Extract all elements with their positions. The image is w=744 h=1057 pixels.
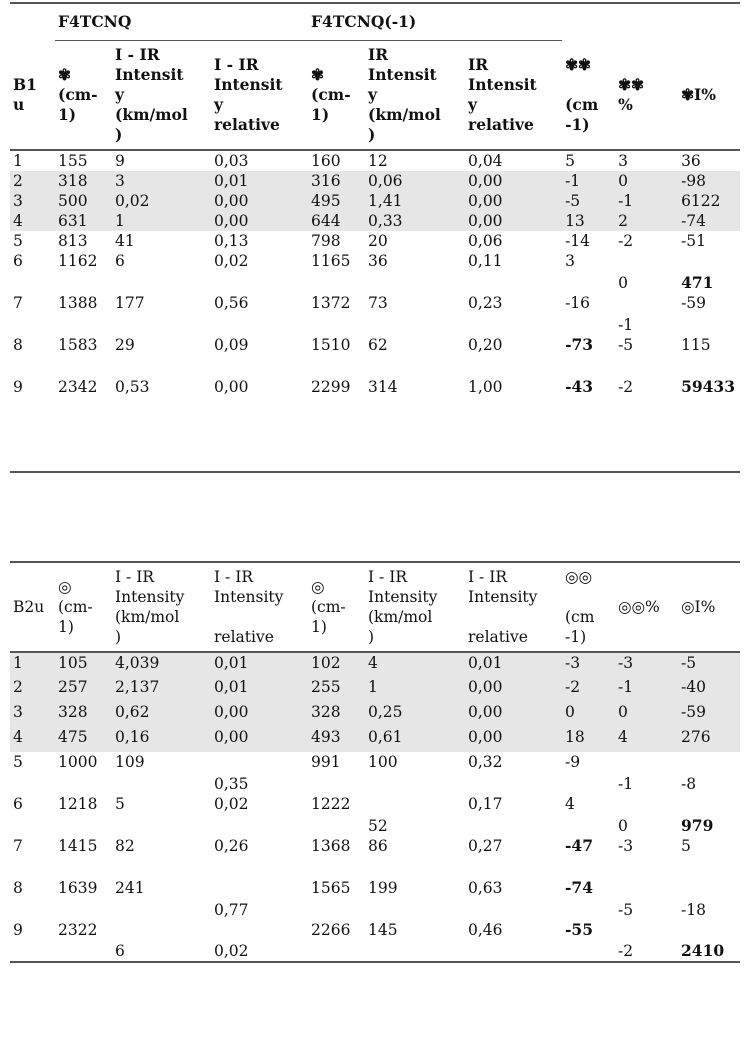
mode-number-cell: 2 [10, 677, 55, 702]
value-cell: 0,16 [112, 727, 211, 752]
table-row [10, 677, 740, 702]
value-cell: 1565 [311, 879, 351, 897]
value-cell: 3 [112, 171, 211, 191]
value-cell: 82 [115, 837, 135, 855]
value-cell: 73 [368, 294, 388, 312]
value-cell: 5 [115, 795, 125, 813]
value-cell: -51 [681, 232, 707, 250]
column-header: ◎◎% [615, 562, 678, 652]
value-cell: 257 [55, 677, 112, 702]
value-cell: 276 [678, 727, 740, 752]
table-row [10, 293, 740, 335]
value-cell: 1510 [311, 336, 351, 354]
value-cell: 1 [112, 211, 211, 231]
value-cell: -59 [681, 294, 707, 312]
value-cell: 6122 [678, 191, 740, 211]
table-row [10, 652, 740, 677]
mode-number-cell: 3 [10, 702, 55, 727]
value-cell: 5 [565, 152, 575, 170]
value-cell: 18 [562, 727, 615, 752]
column-header: B2u [10, 562, 55, 652]
value-cell: 255 [308, 677, 365, 702]
value-cell: 59433 [681, 377, 735, 396]
value-cell: 155 [58, 152, 88, 170]
value-cell: -9 [565, 753, 581, 771]
table-row [10, 251, 740, 293]
column-header: IR Intensit y (km/mol ) [365, 41, 465, 151]
value-cell: 0,35 [214, 775, 249, 793]
value-cell: 471 [681, 273, 714, 292]
value-cell: -73 [565, 335, 594, 354]
value-cell: 1,41 [365, 191, 465, 211]
value-cell: 2342 [58, 378, 98, 396]
value-cell: 0,02 [214, 252, 249, 270]
value-cell: 0,20 [468, 336, 503, 354]
value-cell: 2,137 [112, 677, 211, 702]
value-cell: -40 [678, 677, 740, 702]
column-header: ◎◎ (cm -1) [562, 562, 615, 652]
value-cell: 0,77 [214, 901, 249, 919]
value-cell: 0,01 [211, 677, 308, 702]
value-cell: 1 [365, 677, 465, 702]
column-header: B1 u [10, 41, 55, 151]
value-cell: 105 [55, 652, 112, 677]
value-cell: 500 [55, 191, 112, 211]
table-row [10, 191, 740, 211]
value-cell: -3 [615, 652, 678, 677]
value-cell: 241 [115, 879, 145, 897]
value-cell: -1 [618, 316, 634, 334]
mode-number-cell: 8 [13, 336, 23, 354]
value-cell: 0,63 [468, 879, 503, 897]
value-cell: -43 [565, 377, 594, 396]
value-cell: 115 [681, 336, 711, 354]
value-cell: -5 [618, 901, 634, 919]
value-cell: -3 [562, 652, 615, 677]
value-cell: 0,03 [214, 152, 249, 170]
value-cell: -2 [618, 942, 634, 960]
value-cell: 798 [311, 232, 341, 250]
value-cell: 0,17 [468, 795, 503, 813]
value-cell: 1583 [58, 336, 98, 354]
value-cell: 813 [58, 232, 88, 250]
value-cell: -2 [618, 378, 634, 396]
value-cell: 4,039 [112, 652, 211, 677]
table-row [10, 211, 740, 231]
value-cell: 493 [308, 727, 365, 752]
value-cell: 1415 [58, 837, 98, 855]
value-cell: 0,06 [365, 171, 465, 191]
value-cell: -59 [678, 702, 740, 727]
mode-number-cell: 1 [10, 652, 55, 677]
value-cell: 4 [565, 795, 575, 813]
column-header: IR Intensit y relative [465, 41, 562, 151]
table-row [10, 727, 740, 752]
table-row [10, 231, 740, 251]
value-cell: 9 [115, 152, 125, 170]
value-cell: -2 [618, 232, 634, 250]
value-cell: -8 [681, 775, 697, 793]
value-cell: 0,01 [211, 652, 308, 677]
value-cell: 495 [308, 191, 365, 211]
value-cell: -98 [678, 171, 740, 191]
value-cell: 177 [115, 294, 145, 312]
value-cell: 0,61 [365, 727, 465, 752]
value-cell: -55 [565, 920, 594, 939]
value-cell: 41 [115, 232, 135, 250]
value-cell: 318 [55, 171, 112, 191]
value-cell: 1222 [311, 795, 351, 813]
value-cell: 5 [681, 837, 691, 855]
value-cell: 1000 [58, 753, 98, 771]
column-header: ◎I% [678, 562, 740, 652]
table-row [10, 171, 740, 191]
value-cell: 0,00 [211, 727, 308, 752]
value-cell: 86 [368, 837, 388, 855]
mode-number-cell: 9 [13, 378, 23, 396]
value-cell: 0,04 [468, 152, 503, 170]
value-cell: 100 [368, 753, 398, 771]
value-cell: 1218 [58, 795, 98, 813]
value-cell: 0,13 [214, 232, 249, 250]
mode-number-cell: 4 [10, 727, 55, 752]
value-cell: 0,23 [468, 294, 503, 312]
value-cell: 6 [115, 942, 125, 960]
value-cell: -74 [678, 211, 740, 231]
column-header: ◎ (cm- 1) [308, 562, 365, 652]
mode-number-cell: 3 [10, 191, 55, 211]
mode-number-cell: 2 [10, 171, 55, 191]
value-cell: -16 [565, 294, 591, 312]
value-cell: 6 [115, 252, 125, 270]
mode-number-cell: 7 [13, 294, 23, 312]
value-cell: 13 [562, 211, 615, 231]
value-cell: 328 [308, 702, 365, 727]
value-cell: 0,25 [365, 702, 465, 727]
table-row [10, 794, 740, 836]
mode-number-cell: 8 [13, 879, 23, 897]
column-header: ✾✾ % [615, 41, 678, 151]
value-cell: 1165 [311, 252, 351, 270]
value-cell: 644 [308, 211, 365, 231]
value-cell: -5 [618, 336, 634, 354]
value-cell: 102 [308, 652, 365, 677]
value-cell: 0 [618, 817, 628, 835]
value-cell: 0,26 [214, 837, 249, 855]
value-cell: 199 [368, 879, 398, 897]
value-cell: 314 [368, 378, 398, 396]
value-cell: 979 [681, 816, 714, 835]
value-cell: 2266 [311, 921, 351, 939]
table-row [10, 836, 740, 878]
value-cell: 0,00 [465, 211, 562, 231]
value-cell: -2 [562, 677, 615, 702]
value-cell: 0,27 [468, 837, 503, 855]
value-cell: 0 [615, 702, 678, 727]
value-cell: 0,00 [465, 727, 562, 752]
value-cell: 475 [55, 727, 112, 752]
value-cell: 36 [368, 252, 388, 270]
value-cell: 0 [618, 274, 628, 292]
value-cell: -1 [618, 775, 634, 793]
value-cell: -14 [565, 232, 591, 250]
column-header: ✾✾ (cm -1) [562, 41, 615, 151]
value-cell: 0,06 [468, 232, 503, 250]
value-cell: 316 [308, 171, 365, 191]
column-header: I - IR Intensit y (km/mol ) [112, 41, 211, 151]
value-cell: 328 [55, 702, 112, 727]
mode-number-cell: 7 [13, 837, 23, 855]
table-row [10, 920, 740, 962]
value-cell: 2 [615, 211, 678, 231]
value-cell: -1 [562, 171, 615, 191]
column-header: ◎ (cm- 1) [55, 562, 112, 652]
column-header: I - IR Intensity relative [465, 562, 562, 652]
mode-number-cell: 4 [10, 211, 55, 231]
value-cell: 0,00 [465, 702, 562, 727]
value-cell: 145 [368, 921, 398, 939]
table-row [10, 377, 740, 472]
mode-number-cell: 1 [13, 152, 23, 170]
value-cell: 160 [311, 152, 341, 170]
value-cell: 0,32 [468, 753, 503, 771]
value-cell: 0,00 [211, 211, 308, 231]
value-cell: 0,00 [465, 677, 562, 702]
value-cell: 0,00 [465, 171, 562, 191]
value-cell: 52 [368, 817, 388, 835]
value-cell: 0,02 [214, 795, 249, 813]
value-cell: 0 [562, 702, 615, 727]
mode-number-cell: 5 [13, 232, 23, 250]
value-cell: -5 [562, 191, 615, 211]
value-cell: -74 [565, 878, 594, 897]
value-cell: 0,00 [211, 702, 308, 727]
value-cell: 3 [618, 152, 628, 170]
value-cell: 12 [368, 152, 388, 170]
value-cell: 2410 [681, 941, 725, 960]
mode-number-cell: 6 [13, 252, 23, 270]
value-cell: 0,02 [214, 942, 249, 960]
column-header: I - IR Intensity (km/mol ) [112, 562, 211, 652]
mode-number-cell: 5 [13, 753, 23, 771]
value-cell: 29 [115, 336, 135, 354]
value-cell: 0,56 [214, 294, 249, 312]
value-cell: 0,01 [211, 171, 308, 191]
value-cell: -1 [615, 191, 678, 211]
value-cell: -18 [681, 901, 706, 919]
value-cell: 2322 [58, 921, 98, 939]
value-cell: 0,02 [112, 191, 211, 211]
value-cell: 0,62 [112, 702, 211, 727]
column-header: ✾ (cm- 1) [55, 41, 112, 151]
value-cell: 1,00 [468, 378, 503, 396]
value-cell: 0,33 [365, 211, 465, 231]
value-cell: 0,00 [214, 378, 249, 396]
table-row [10, 878, 740, 920]
b1u-table [10, 2, 740, 473]
value-cell: -5 [678, 652, 740, 677]
table-row [10, 752, 740, 794]
value-cell: 0,46 [468, 921, 503, 939]
mode-number-cell: 9 [13, 921, 23, 939]
value-cell: 1388 [58, 294, 98, 312]
value-cell: 0,00 [465, 191, 562, 211]
value-cell: 36 [681, 152, 701, 170]
value-cell: 0,11 [468, 252, 503, 270]
column-header: I - IR Intensity (km/mol ) [365, 562, 465, 652]
column-header: ✾ (cm- 1) [308, 41, 365, 151]
value-cell: 1368 [311, 837, 351, 855]
value-cell: -47 [565, 836, 594, 855]
value-cell: 0 [615, 171, 678, 191]
table-row [10, 702, 740, 727]
table-row [10, 150, 740, 171]
value-cell: 20 [368, 232, 388, 250]
value-cell: 1639 [58, 879, 98, 897]
value-cell: 0,01 [465, 652, 562, 677]
value-cell: 2299 [311, 378, 351, 396]
value-cell: 1162 [58, 252, 98, 270]
value-cell: 3 [565, 252, 575, 270]
group-header-f4tcnq-anion: F4TCNQ(-1) [308, 3, 562, 41]
value-cell: 991 [311, 753, 341, 771]
table-row [10, 335, 740, 377]
column-header: I - IR Intensit y relative [211, 41, 308, 151]
group-header-f4tcnq: F4TCNQ [55, 3, 308, 41]
value-cell: 0,53 [115, 378, 150, 396]
value-cell: -3 [618, 837, 634, 855]
column-header: ✾I% [678, 41, 740, 151]
value-cell: 1372 [311, 294, 351, 312]
value-cell: 4 [615, 727, 678, 752]
value-cell: 62 [368, 336, 388, 354]
value-cell: 0,00 [211, 191, 308, 211]
value-cell: 4 [365, 652, 465, 677]
column-header: I - IR Intensity relative [211, 562, 308, 652]
value-cell: -1 [615, 677, 678, 702]
b2u-table [10, 561, 740, 963]
value-cell: 109 [115, 753, 145, 771]
value-cell: 631 [55, 211, 112, 231]
mode-number-cell: 6 [13, 795, 23, 813]
value-cell: 0,09 [214, 336, 249, 354]
